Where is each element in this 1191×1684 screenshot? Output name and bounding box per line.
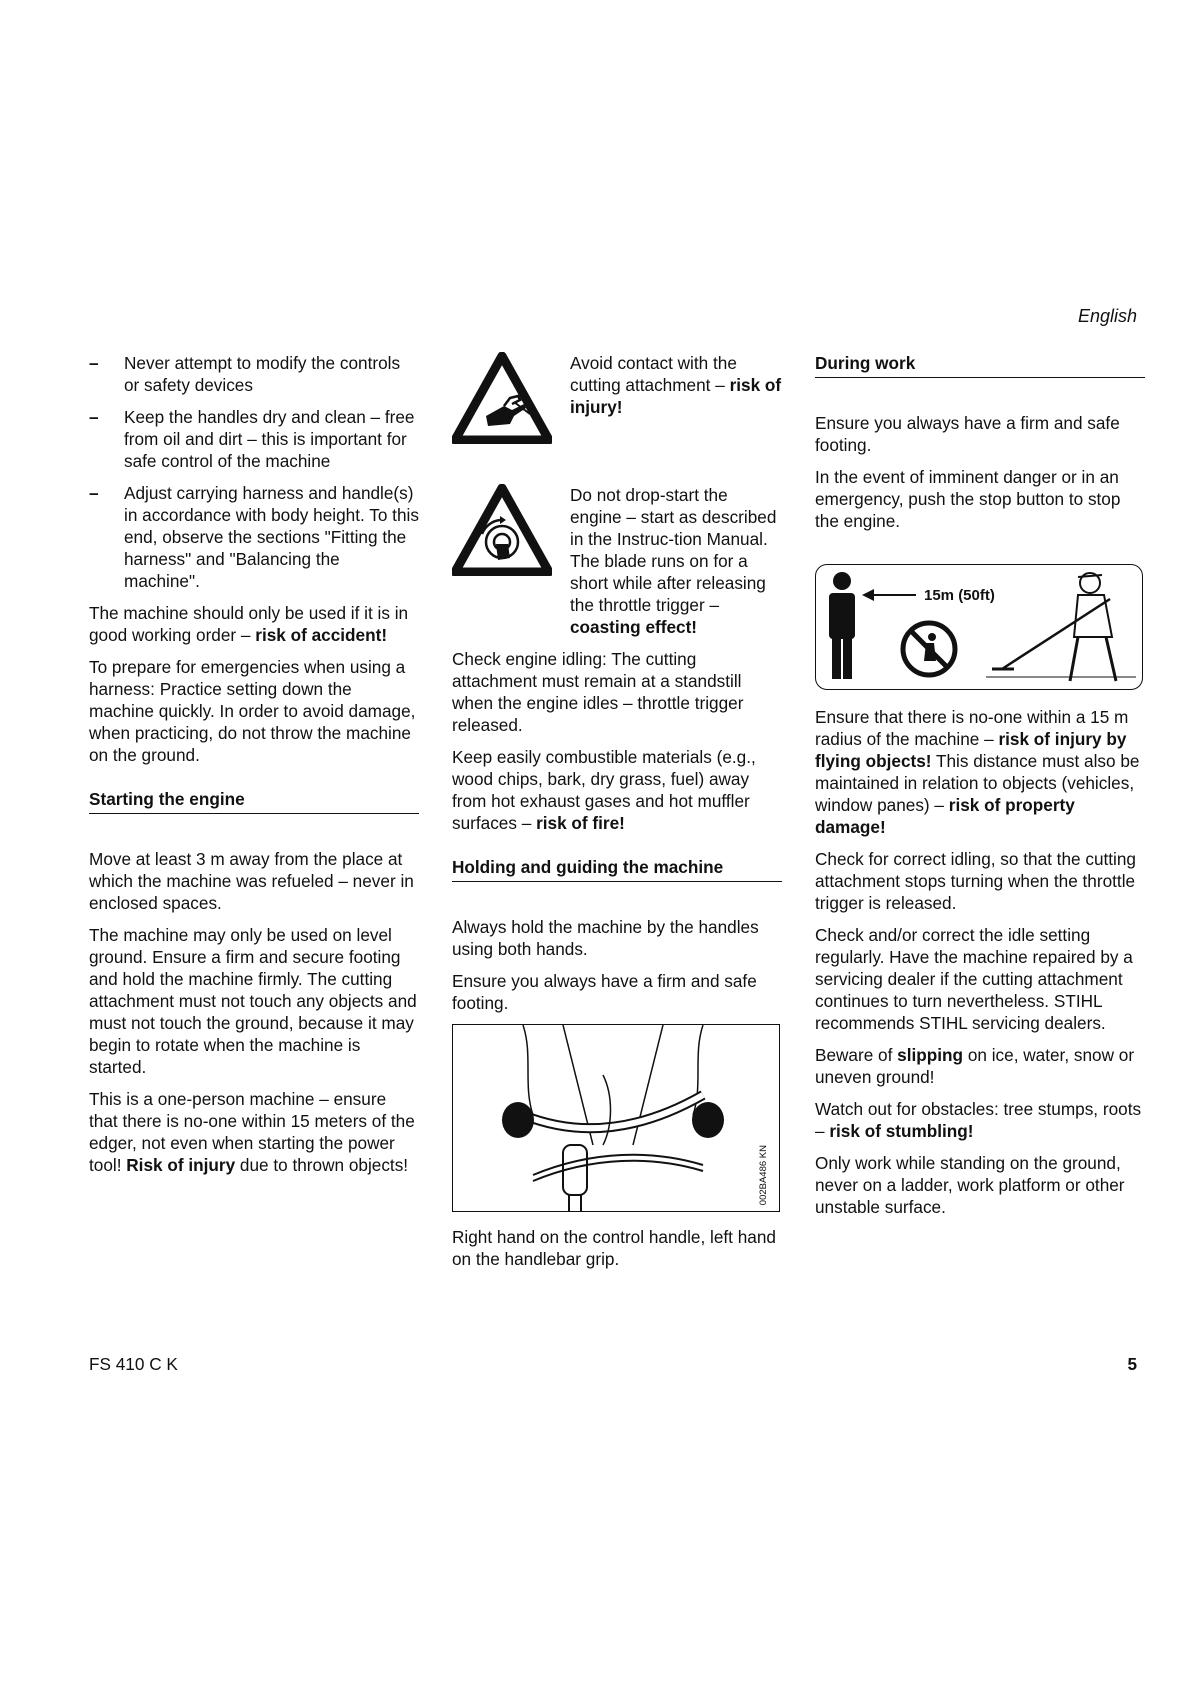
warning-text: Do not drop-start the engine – start as described in the Instruc-tion Manual. The blade runs on for a short while after releasing the throttle trigger – coasting effect! (570, 485, 777, 637)
paragraph: Ensure you always have a firm and safe footing. (452, 971, 757, 1013)
bullet-dash: – (89, 407, 99, 427)
paragraph: Check for correct idling, so that the cutting attachment stops turning when the throttle trigger is released. (815, 849, 1136, 913)
paragraph: Check engine idling: The cutting attachment must remain at a standstill when the engine idles – throttle trigger released. (452, 649, 744, 735)
list-item (89, 406, 419, 472)
paragraph: In the event of imminent danger or in an emergency, push the stop button to stop the engine. (815, 467, 1121, 531)
paragraph: To prepare for emergencies when using a harness: Practice setting down the machine quickly. In order to avoid damage, when practicing, do not throw the machine on the ground. (89, 657, 416, 765)
language-label: English (1077, 306, 1137, 326)
distance-label: 15m (50ft) (924, 587, 995, 604)
column-left (89, 352, 419, 1186)
paragraph: This is a one-person machine – ensure that there is no-one within 15 meters of the edger, not even when starting the power tool! Risk of injury due to thrown objects! (89, 1089, 415, 1175)
page-number: 5 (1127, 1354, 1137, 1374)
paragraph: Beware of slipping on ice, water, snow or uneven ground! (815, 1045, 1135, 1087)
paragraph: Ensure you always have a firm and safe footing. (815, 413, 1120, 455)
footer-model: FS 410 C K (89, 1354, 178, 1374)
bullet-text: Adjust carrying harness and handle(s) in accordance with body height. To this end, observe the sections "Fitting the harness" and "Balancing the machine". (124, 483, 419, 591)
no-persons-prohibition-icon (903, 623, 955, 675)
operator-with-trimmer-icon (986, 573, 1136, 681)
bullet-dash: – (89, 353, 99, 373)
warning-cutting-attachment (452, 352, 782, 444)
warning-text: Avoid contact with the cutting attachment – risk of injury! (570, 353, 782, 417)
figure-caption: Right hand on the control handle, left hand on the handlebar grip. (452, 1227, 776, 1269)
list-item (89, 352, 419, 396)
bullet-dash: – (89, 483, 99, 503)
warning-drop-start-icon (452, 484, 552, 576)
paragraph: Only work while standing on the ground, never on a ladder, work platform or other unstable surface. (815, 1153, 1125, 1217)
paragraph: Keep easily combustible materials (e.g., wood chips, bark, dry grass, fuel) away from hot exhaust gases and hot muffler surfaces – risk of fire! (452, 747, 756, 833)
section-heading-holding: Holding and guiding the machine (452, 856, 782, 882)
paragraph: Move at least 3 m away from the place at which the machine was refueled – never in enclosed spaces. (89, 849, 414, 913)
list-item (89, 482, 419, 592)
paragraph: Watch out for obstacles: tree stumps, roots – risk of stumbling! (815, 1099, 1142, 1141)
section-heading-during-work: During work (815, 352, 1145, 378)
section-heading-starting: Starting the engine (89, 788, 419, 814)
safety-distance-illustration (816, 565, 1142, 689)
paragraph: The machine may only be used on level ground. Ensure a firm and secure footing and hold the machine firmly. The cutting attachment must not touch any objects and must not touch the ground, because it may begin to rotate when the machine is started. (89, 925, 417, 1077)
paragraph: Check and/or correct the idle setting regularly. Have the machine repaired by a servicing dealer if the cutting attachment continues to turn nevertheless. STIHL recommends STIHL servicing dealers. (815, 925, 1133, 1033)
bystander-person-icon (829, 572, 855, 679)
safety-distance-pictogram (815, 564, 1143, 690)
paragraph: Always hold the machine by the handles using both hands. (452, 917, 759, 959)
bullet-text: Never attempt to modify the controls or safety devices (124, 353, 401, 395)
warning-drop-start (452, 484, 782, 638)
operator-holding-machine-illustration (453, 1025, 779, 1211)
paragraph: Ensure that there is no-one within a 15 m radius of the machine – risk of injury by flying objects! This distance must also be maintained in relation to objects (vehicles, window panes) – risk of property damage! (815, 707, 1140, 837)
column-right (815, 352, 1145, 1228)
paragraph: The machine should only be used if it is in good working order – risk of accident! (89, 603, 409, 645)
warning-hand-blade-icon (452, 352, 552, 444)
column-middle (452, 352, 782, 1280)
figure-holding-machine (452, 1024, 780, 1212)
figure-code: 002BA486 KN (758, 1144, 769, 1205)
bullet-text: Keep the handles dry and clean – free from oil and dirt – this is important for safe control of the machine (124, 407, 415, 471)
